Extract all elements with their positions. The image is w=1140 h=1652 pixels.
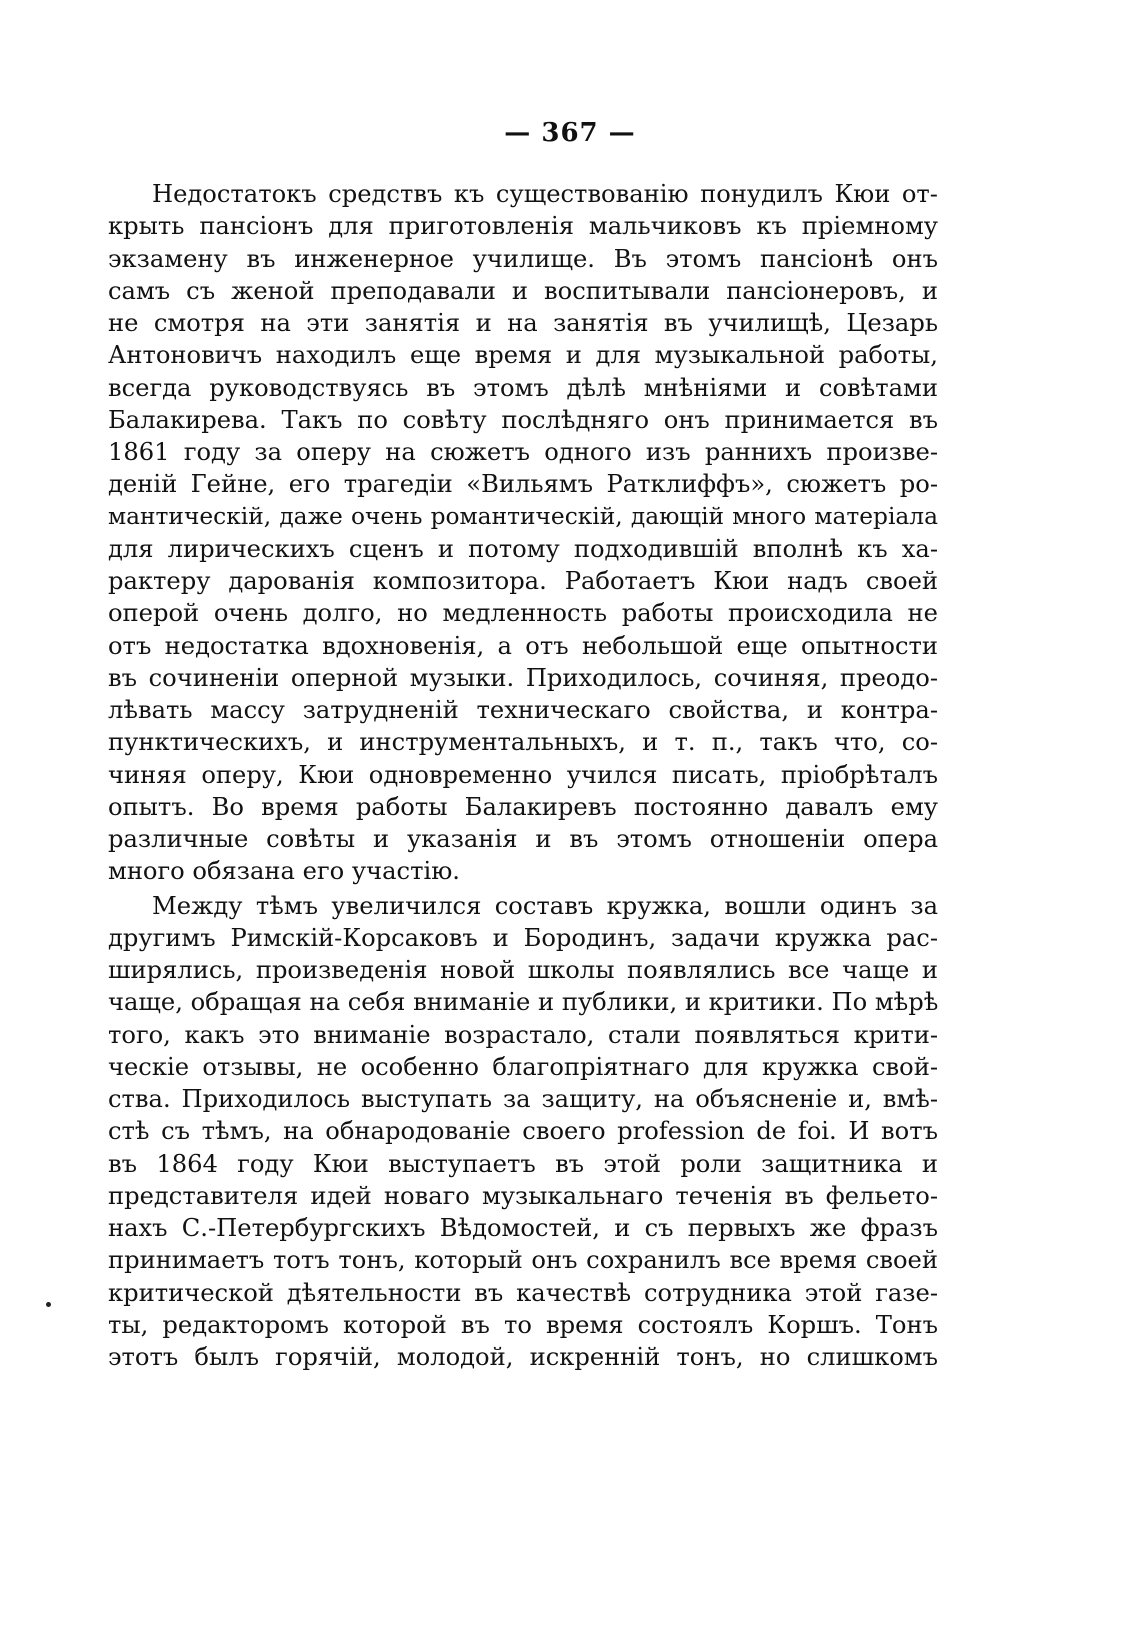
text-line: ширялись, произведенія новой школы появлялись все чаще и xyxy=(108,956,938,984)
text-line: стѣ съ тѣмъ, на обнародованіе своего profession de foi. И вотъ xyxy=(108,1117,938,1146)
text-line: деній Гейне, его трагедіи «Вильямъ Ратклиффъ», сюжетъ ро- xyxy=(108,470,938,499)
text-line: Между тѣмъ увеличился составъ кружка, вошли одинъ за xyxy=(152,891,938,920)
text-line: отъ недостатка вдохновенія, а отъ небольшой еще опытности xyxy=(108,631,938,660)
text-line: опытъ. Во время работы Балакиревъ постоянно давалъ ему xyxy=(108,792,938,821)
text-line: ства. Приходилось выступать за защиту, на объясненіе и, вмѣ- xyxy=(108,1085,938,1113)
text-line: крыть пансіонъ для приготовленія мальчиковъ къ пріемному xyxy=(108,212,938,241)
text-line: мантическій, даже очень романтическій, дающій много матеріала xyxy=(108,502,938,530)
text-line: того, какъ это вниманіе возрастало, стали появляться крити- xyxy=(108,1020,938,1049)
body-text xyxy=(108,178,938,1373)
page-number: — 367 — xyxy=(504,118,636,148)
text-line: Недостатокъ средствъ къ существованію понудилъ Кюи от- xyxy=(152,180,938,208)
text-line: Антоновичъ находилъ еще время и для музыкальной работы, xyxy=(108,341,938,370)
text-line: самъ съ женой преподавали и воспитывали пансіонеровъ, и xyxy=(108,276,938,305)
text-line: оперой очень долго, но медленность работы происходила не xyxy=(108,599,938,628)
text-line: рактеру дарованія композитора. Работаетъ Кюи надъ своей xyxy=(108,567,938,595)
text-line: въ 1864 году Кюи выступаетъ въ этой роли защитника и xyxy=(108,1149,938,1178)
text-line: ческіе отзывы, не особенно благопріятнаго для кружка свой- xyxy=(108,1052,938,1081)
text-line: 1861 году за оперу на сюжетъ одного изъ раннихъ произве- xyxy=(108,438,938,466)
text-line: ты, редакторомъ которой въ то время состоялъ Коршъ. Тонъ xyxy=(108,1310,938,1339)
text-line: чаще, обращая на себя вниманіе и публики, и критики. По мѣрѣ xyxy=(108,988,938,1017)
text-line: критической дѣятельности въ качествѣ сотрудника этой газе- xyxy=(108,1278,938,1307)
text-line: Балакирева. Такъ по совѣту послѣдняго онъ принимается въ xyxy=(108,405,938,434)
margin-speck xyxy=(46,1302,51,1307)
text-line: много обязана его участію. xyxy=(108,857,460,886)
text-line: всегда руководствуясь въ этомъ дѣлѣ мнѣніями и совѣтами xyxy=(108,373,938,402)
text-line: принимаетъ тотъ тонъ, который онъ сохранилъ все время своей xyxy=(108,1246,938,1275)
text-line: представителя идей новаго музыкальнаго теченія въ фельето- xyxy=(108,1181,938,1210)
text-line: въ сочиненіи оперной музыки. Приходилось, сочиняя, преодо- xyxy=(108,663,938,692)
text-line: этотъ былъ горячій, молодой, искренній тонъ, но слишкомъ xyxy=(108,1343,938,1371)
text-line: различные совѣты и указанія и въ этомъ отношеніи опера xyxy=(108,825,938,853)
text-line: лѣвать массу затрудненій техническаго свойства, и контра- xyxy=(108,696,938,724)
text-line: нахъ С.-Петербургскихъ Вѣдомостей, и съ первыхъ же фразъ xyxy=(108,1214,938,1242)
text-line: чиняя оперу, Кюи одновременно учился писать, пріобрѣталъ xyxy=(108,760,938,789)
text-line: экзамену въ инженерное училище. Въ этомъ пансіонѣ онъ xyxy=(108,244,938,273)
text-line: для лирическихъ сценъ и потому подходившій вполнѣ къ ха- xyxy=(108,534,938,563)
text-line: не смотря на эти занятія и на занятія въ училищѣ, Цезарь xyxy=(108,309,938,337)
text-line: другимъ Римскій-Корсаковъ и Бородинъ, задачи кружка рас- xyxy=(108,923,938,952)
text-line: пунктическихъ, и инструментальныхъ, и т. п., такъ что, со- xyxy=(108,728,938,757)
